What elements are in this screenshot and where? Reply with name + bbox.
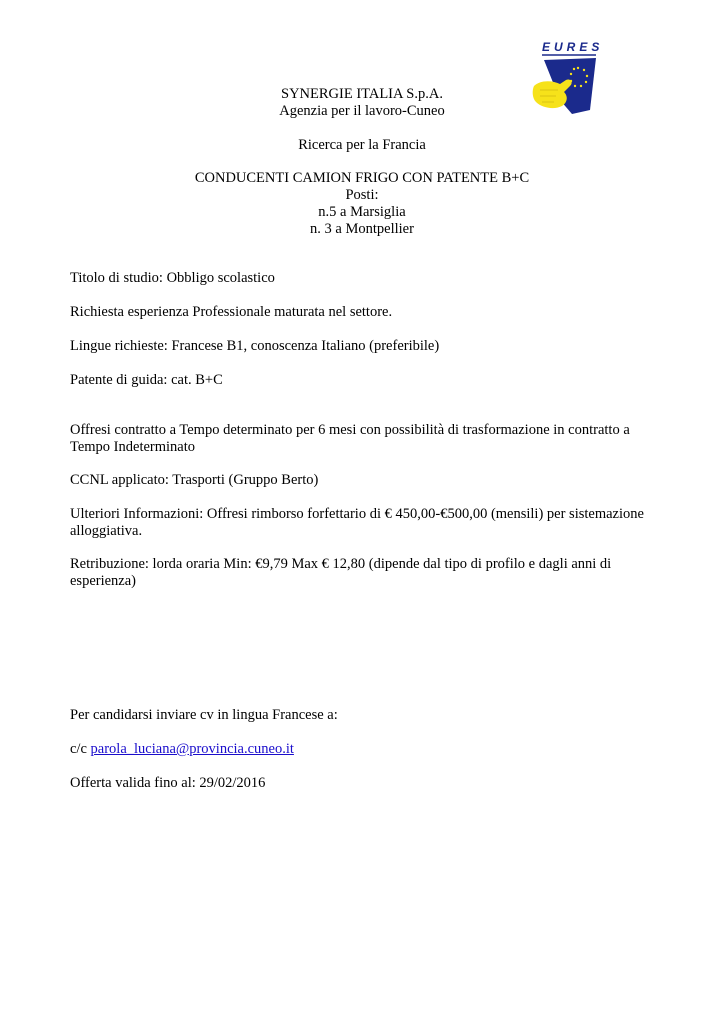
posts-montpellier: n. 3 a Montpellier — [310, 221, 414, 237]
validity-text: Offerta valida fino al: 29/02/2016 — [70, 775, 266, 791]
additional-info — [70, 506, 650, 540]
email-link[interactable]: parola_luciana@provincia.cuneo.it — [90, 741, 294, 757]
pay-line-1: Retribuzione: lorda oraria Min: €9,79 Max € 12,80 (dipende dal tipo di profilo e dagli anni di — [70, 556, 612, 572]
posts-label: Posti: — [345, 187, 379, 203]
ccnl-info — [70, 472, 650, 489]
contact-line — [70, 741, 650, 758]
info-line-2: alloggiativa. — [70, 523, 143, 539]
agency-name: Agenzia per il lavoro-Cuneo — [279, 103, 445, 119]
license-text: Patente di guida: cat. B+C — [70, 372, 223, 388]
ccnl-text: CCNL applicato: Trasporti (Gruppo Berto) — [70, 472, 319, 488]
search-title: Ricerca per la Francia — [298, 137, 426, 153]
education-requirement — [70, 270, 650, 287]
apply-instruction — [70, 707, 650, 724]
salary-info — [70, 556, 650, 590]
language-requirement — [70, 338, 650, 355]
company-name: SYNERGIE ITALIA S.p.A. — [281, 86, 443, 102]
contract-line-1: Offresi contratto a Tempo determinato per 6 mesi con possibilità di trasformazione in contratto a — [70, 422, 630, 438]
experience-requirement — [70, 304, 650, 321]
search-block — [0, 137, 724, 154]
cc-prefix: c/c — [70, 741, 91, 757]
education-text: Titolo di studio: Obbligo scolastico — [70, 270, 275, 286]
license-requirement — [70, 372, 650, 389]
validity-info — [70, 775, 650, 792]
header-block — [0, 86, 724, 120]
experience-text: Richiesta esperienza Professionale maturata nel settore. — [70, 304, 393, 320]
logo-wordmark: EURES — [542, 40, 604, 54]
position-title: CONDUCENTI CAMION FRIGO CON PATENTE B+C — [194, 170, 530, 186]
contract-offer — [70, 422, 650, 456]
languages-text: Lingue richieste: Francese B1, conoscenza Italiano (preferibile) — [70, 338, 440, 354]
posts-marseille: n.5 a Marsiglia — [318, 204, 406, 220]
position-block — [0, 170, 724, 238]
pay-line-2: esperienza) — [70, 573, 137, 589]
apply-text: Per candidarsi inviare cv in lingua Francese a: — [70, 707, 338, 723]
contract-line-2: Tempo Indeterminato — [70, 439, 196, 455]
info-line-1: Ulteriori Informazioni: Offresi rimborso forfettario di € 450,00-€500,00 (mensili) per sistemazione — [70, 506, 644, 522]
